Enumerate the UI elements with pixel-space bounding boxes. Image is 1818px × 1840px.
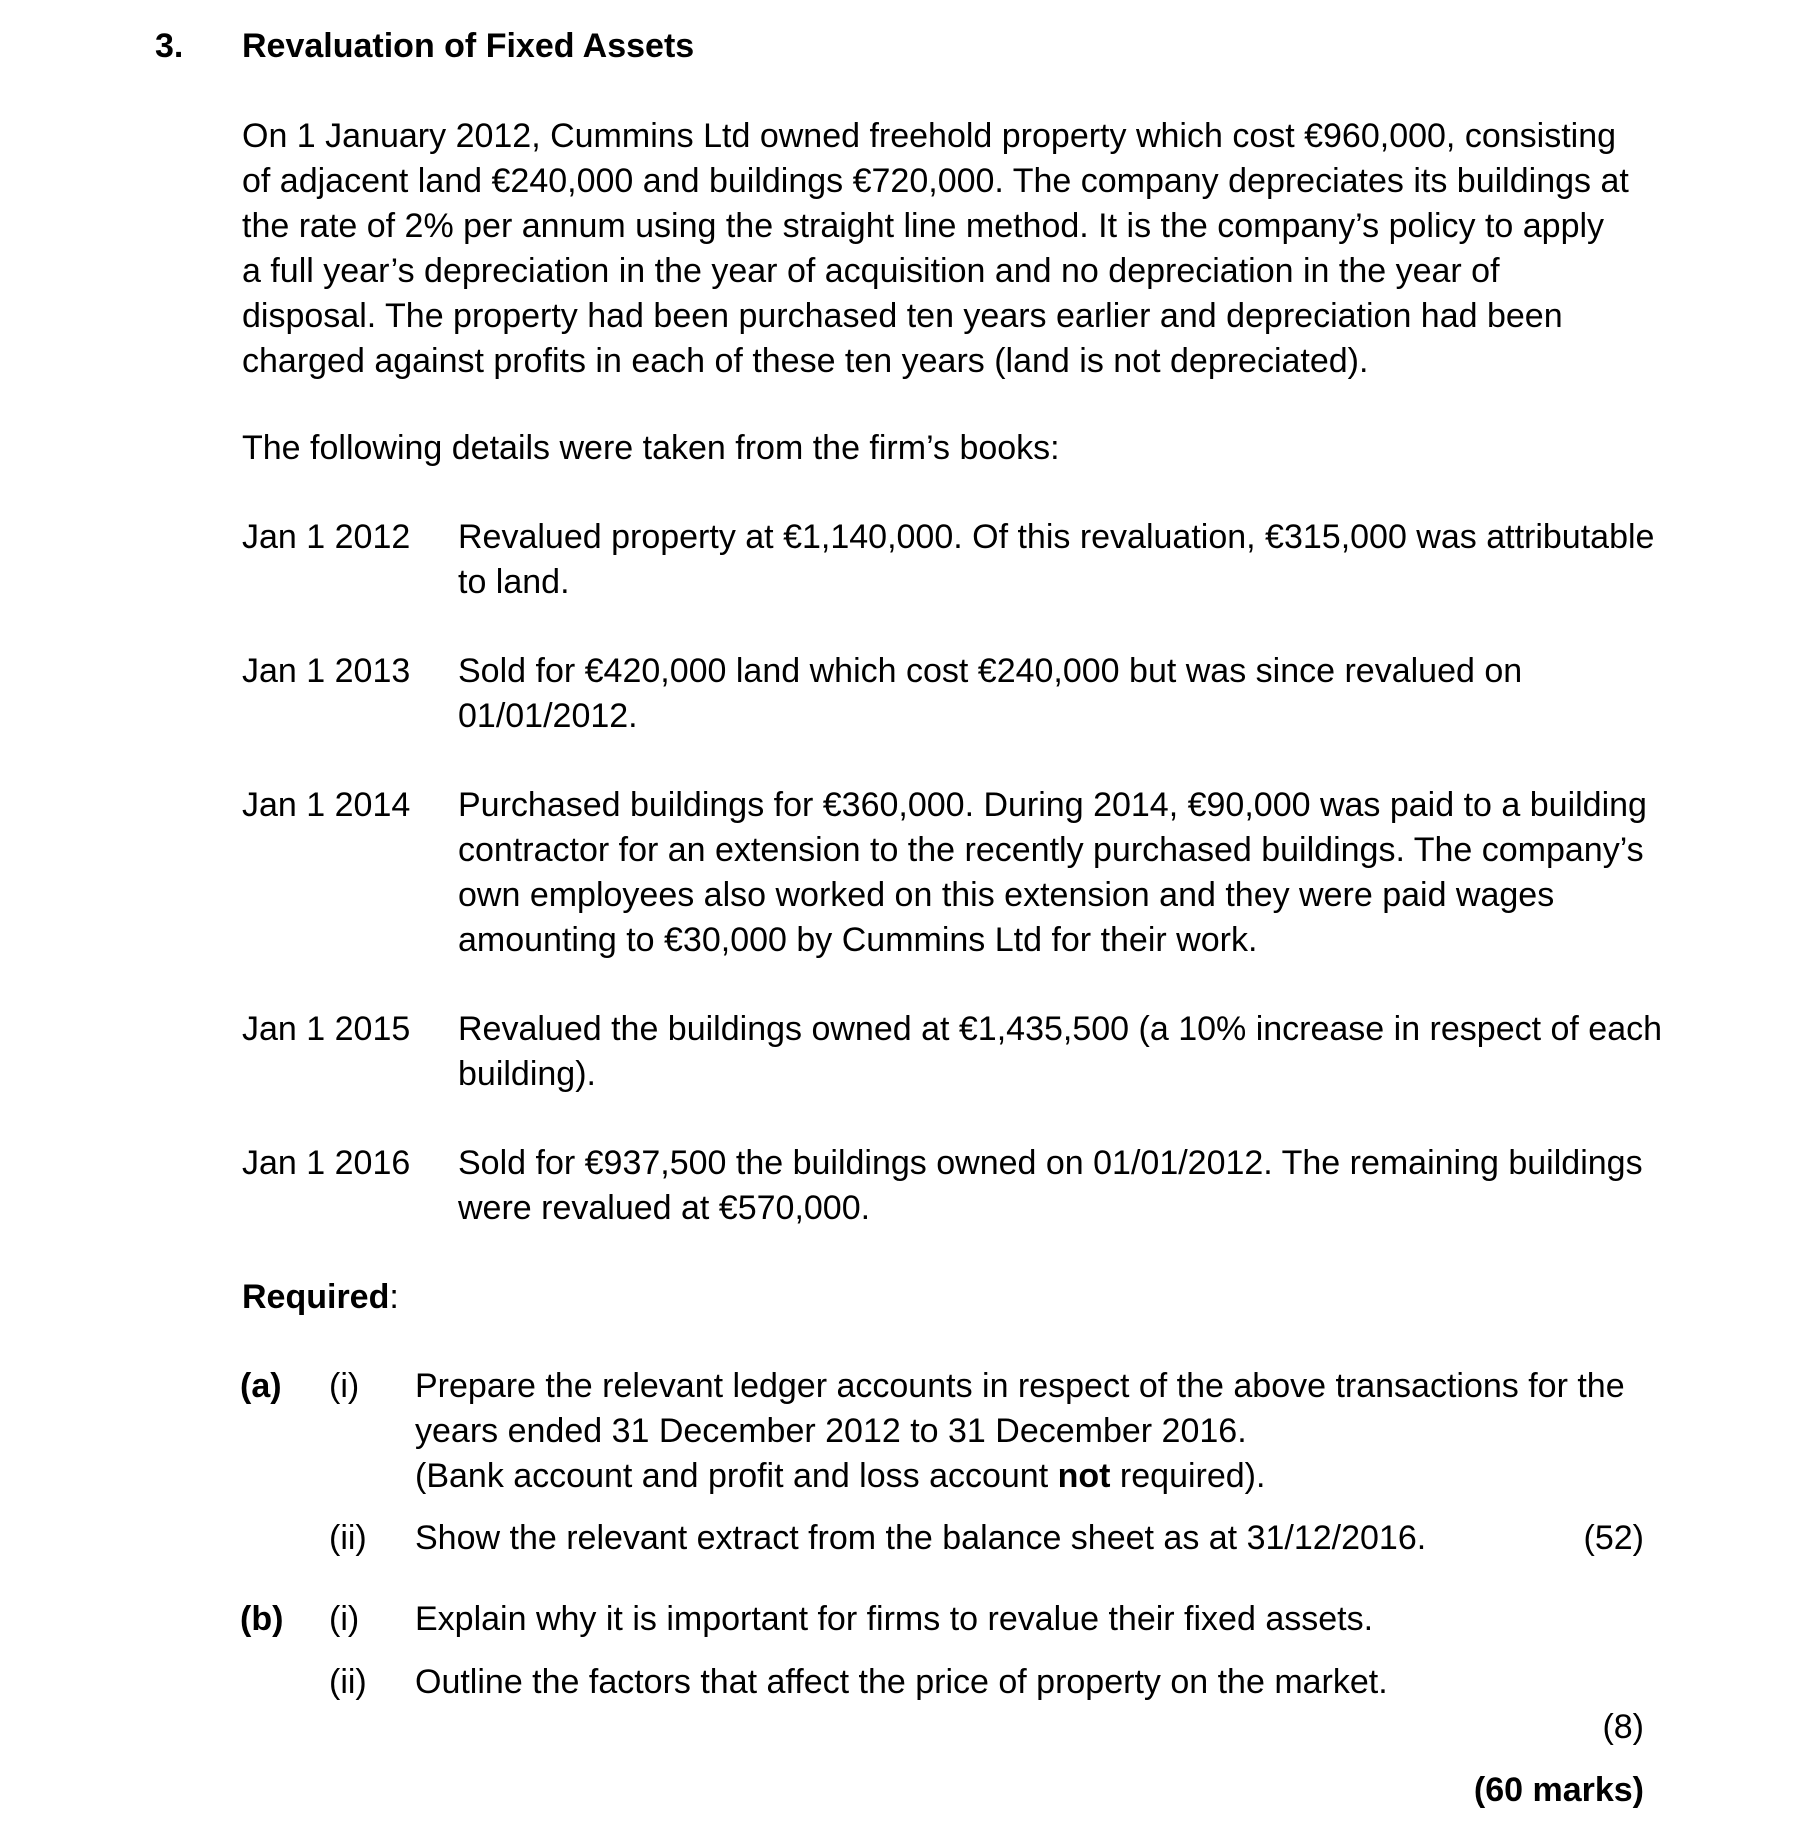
intro-line: of adjacent land €240,000 and buildings €720,000. The company depreciates its buildings at bbox=[242, 162, 1629, 200]
required-heading bbox=[242, 1275, 399, 1320]
intro-line: disposal. The property had been purchased ten years earlier and depreciation had been bbox=[242, 297, 1563, 335]
transaction-date: Jan 1 2014 bbox=[242, 786, 411, 824]
part-b-ii-num: (ii) bbox=[329, 1663, 367, 1701]
required-label: Required bbox=[242, 1278, 390, 1316]
part-a-i-line3-post: required). bbox=[1110, 1457, 1266, 1495]
transaction-line: Revalued property at €1,140,000. Of this revaluation, €315,000 was attributable bbox=[458, 518, 1655, 556]
transaction-text bbox=[458, 515, 1654, 605]
part-a-i-line: years ended 31 December 2012 to 31 December 2016. bbox=[415, 1412, 1247, 1450]
part-a-i-line3-pre: (Bank account and profit and loss account bbox=[415, 1457, 1058, 1495]
details-heading: The following details were taken from the firm’s books: bbox=[242, 429, 1060, 467]
part-a-marks: (52) bbox=[1583, 1519, 1644, 1557]
transaction-text bbox=[458, 1007, 1662, 1097]
intro-line: the rate of 2% per annum using the straight line method. It is the company’s policy to apply bbox=[242, 207, 1605, 245]
part-b-ii-text: Outline the factors that affect the price of property on the market. bbox=[415, 1663, 1388, 1701]
transaction-line: contractor for an extension to the recently purchased buildings. The company’s bbox=[458, 831, 1644, 869]
transaction-line: amounting to €30,000 by Cummins Ltd for their work. bbox=[458, 921, 1258, 959]
intro-paragraph bbox=[242, 114, 1682, 384]
intro-line: charged against profits in each of these ten years (land is not depreciated). bbox=[242, 342, 1369, 380]
required-colon: : bbox=[389, 1278, 399, 1316]
part-a-letter: (a) bbox=[240, 1367, 282, 1405]
transaction-date: Jan 1 2015 bbox=[242, 1010, 411, 1048]
part-a-i-text bbox=[415, 1364, 1625, 1499]
question-title: Revaluation of Fixed Assets bbox=[242, 27, 695, 65]
transaction-date: Jan 1 2013 bbox=[242, 652, 411, 690]
intro-line: On 1 January 2012, Cummins Ltd owned freehold property which cost €960,000, consisting bbox=[242, 117, 1617, 155]
part-b-i-text: Explain why it is important for firms to revalue their fixed assets. bbox=[415, 1600, 1374, 1638]
total-marks: (60 marks) bbox=[1473, 1771, 1644, 1809]
transaction-line: 01/01/2012. bbox=[458, 697, 638, 735]
transaction-line: own employees also worked on this extension and they were paid wages bbox=[458, 876, 1555, 914]
transaction-date: Jan 1 2012 bbox=[242, 518, 411, 556]
part-a-i-line bbox=[415, 1454, 1625, 1499]
part-a-i-num: (i) bbox=[329, 1367, 360, 1405]
intro-line: a full year’s depreciation in the year of acquisition and no depreciation in the year of bbox=[242, 252, 1500, 290]
part-b-marks: (8) bbox=[1602, 1708, 1644, 1746]
part-a-i-line: Prepare the relevant ledger accounts in respect of the above transactions for the bbox=[415, 1367, 1625, 1405]
part-a-ii-text: Show the relevant extract from the balance sheet as at 31/12/2016. bbox=[415, 1519, 1427, 1557]
transaction-text bbox=[458, 1141, 1643, 1231]
transaction-line: building). bbox=[458, 1055, 596, 1093]
transaction-line: to land. bbox=[458, 563, 570, 601]
part-a-i-line3-bold: not bbox=[1057, 1457, 1111, 1495]
part-b-i-num: (i) bbox=[329, 1600, 360, 1638]
transaction-line: Revalued the buildings owned at €1,435,500 (a 10% increase in respect of each bbox=[458, 1010, 1663, 1048]
transaction-text bbox=[458, 783, 1647, 963]
transaction-line: Purchased buildings for €360,000. During 2014, €90,000 was paid to a building bbox=[458, 786, 1647, 824]
part-b-letter: (b) bbox=[240, 1600, 284, 1638]
transaction-text bbox=[458, 649, 1522, 739]
transaction-line: Sold for €420,000 land which cost €240,000 but was since revalued on bbox=[458, 652, 1523, 690]
transaction-line: were revalued at €570,000. bbox=[458, 1189, 871, 1227]
question-number: 3. bbox=[155, 27, 184, 65]
transaction-line: Sold for €937,500 the buildings owned on 01/01/2012. The remaining buildings bbox=[458, 1144, 1643, 1182]
part-a-ii-num: (ii) bbox=[329, 1519, 367, 1557]
transaction-date: Jan 1 2016 bbox=[242, 1144, 411, 1182]
